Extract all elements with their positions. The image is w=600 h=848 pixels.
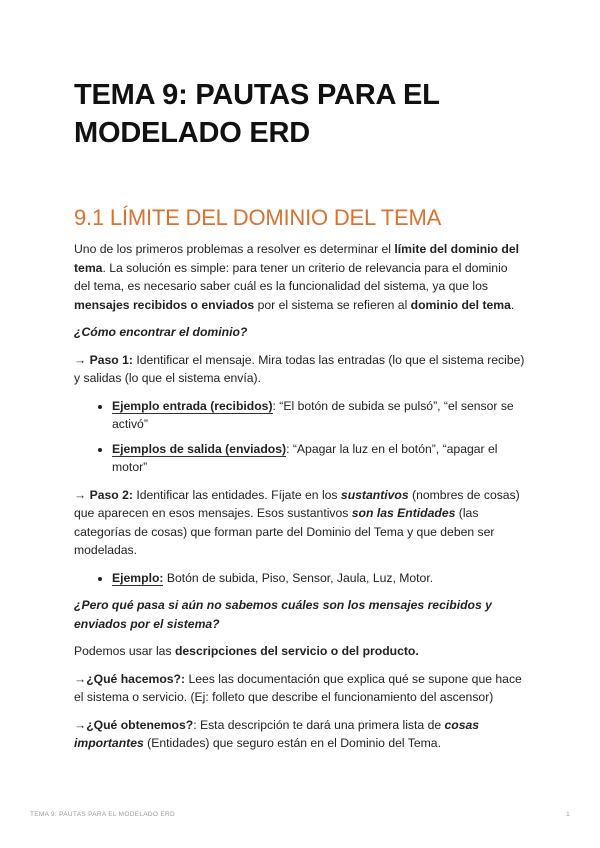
intro-paragraph [74, 240, 526, 314]
question-find-domain [74, 323, 526, 342]
example-label: Ejemplo: [112, 570, 164, 585]
arrow-icon: → [74, 352, 90, 367]
list-item [112, 569, 526, 588]
step-2-text-2: (nombres de cosas) que aparecen en esos mensajes. Esos sustantivos [74, 487, 520, 520]
what-we-get-text-1: : Esta descripción te dará una primera lista de [193, 717, 445, 732]
descriptions-paragraph [74, 642, 526, 661]
question-unknown-messages [74, 596, 526, 633]
list-item [112, 397, 526, 434]
example-text: Botón de subida, Piso, Sensor, Jaula, Luz, Motor. [163, 570, 434, 585]
what-we-get-text-2: (Entidades) que seguro están en el Dominio del Tema. [143, 736, 441, 750]
step-2-label: Paso 2: [89, 487, 133, 502]
arrow-icon: → [74, 671, 87, 686]
intro-text-2: . La solución es simple: para tener un criterio de relevancia para el dominio del tema, es necesario saber cuál es la funcionalidad del sistema, ya que los [74, 260, 508, 293]
step-1-label: Paso 1 [89, 352, 129, 367]
page-footer [30, 811, 570, 818]
descriptions-text: Podemos usar las [74, 644, 175, 658]
what-we-get-emph: cosas importantes [74, 717, 480, 750]
intro-bold-2: mensajes recibidos o enviados [74, 297, 255, 312]
question-2-text: ¿Pero qué pasa si aún no sabemos cuáles son los mensajes recibidos y enviados por el sistema? [74, 598, 492, 631]
example-output-label: Ejemplos de salida (enviados) [112, 441, 287, 456]
intro-text-3: por el sistema se refieren al [254, 297, 411, 312]
intro-text-4: . [510, 297, 515, 312]
step-2-emph-1: sustantivos [340, 487, 409, 502]
question-1-text: ¿Cómo encontrar el dominio? [74, 325, 248, 339]
intro-bold-1: límite del dominio del tema [74, 242, 520, 275]
what-we-do-label: ¿Qué hacemos?: [86, 671, 186, 686]
arrow-icon: → [74, 717, 87, 732]
arrow-icon: → [74, 487, 90, 502]
step-2-text-3: (las categorías de cosas) que forman parte del Dominio del Tema y que deben ser modeladas. [74, 506, 495, 557]
examples-list-1 [74, 397, 526, 477]
examples-list-2 [74, 569, 526, 588]
step-1-text: Identificar el mensaje. Mira todas las entradas (lo que el sistema recibe) y salidas (lo que el sistema envía). [74, 352, 525, 385]
descriptions-bold: descripciones del servicio o del producto. [174, 644, 419, 658]
what-we-do-text: Lees las documentación que explica qué se supone que hace el sistema o servicio. (Ej: folleto que describe el funcionamiento del ascensor) [74, 671, 522, 704]
step-1-colon: : [128, 352, 137, 367]
example-output-text: : “Apagar la luz en el botón”, “apagar el motor” [112, 441, 498, 474]
list-item [112, 440, 526, 477]
step-2-emph-2: son las Entidades [351, 506, 456, 520]
what-we-do-paragraph [74, 670, 526, 707]
page-number: 1 [566, 811, 570, 818]
what-we-get-paragraph [74, 716, 526, 753]
document-page [74, 76, 526, 762]
example-input-label: Ejemplo entrada (recibidos) [112, 398, 273, 413]
page-title: TEMA 9: PAUTAS PARA EL MODELADO ERD [74, 79, 440, 149]
step-2-paragraph [74, 486, 526, 560]
section-title: 9.1 LÍMITE DEL DOMINIO DEL TEMA [74, 205, 442, 230]
example-input-text: : “El botón de subida se pulsó”, “el sensor se activó” [112, 398, 514, 431]
what-we-get-label: ¿Qué obtenemos? [86, 717, 194, 732]
step-1-paragraph [74, 351, 526, 388]
footer-title: TEMA 9: PAUTAS PARA EL MODELADO ERD [30, 811, 175, 818]
step-2-text-1: Identificar las entidades. Fíjate en los [132, 487, 341, 502]
intro-bold-3: dominio del tema [410, 297, 511, 312]
intro-text-1: Uno de los primeros problemas a resolver es determinar el [74, 242, 395, 256]
